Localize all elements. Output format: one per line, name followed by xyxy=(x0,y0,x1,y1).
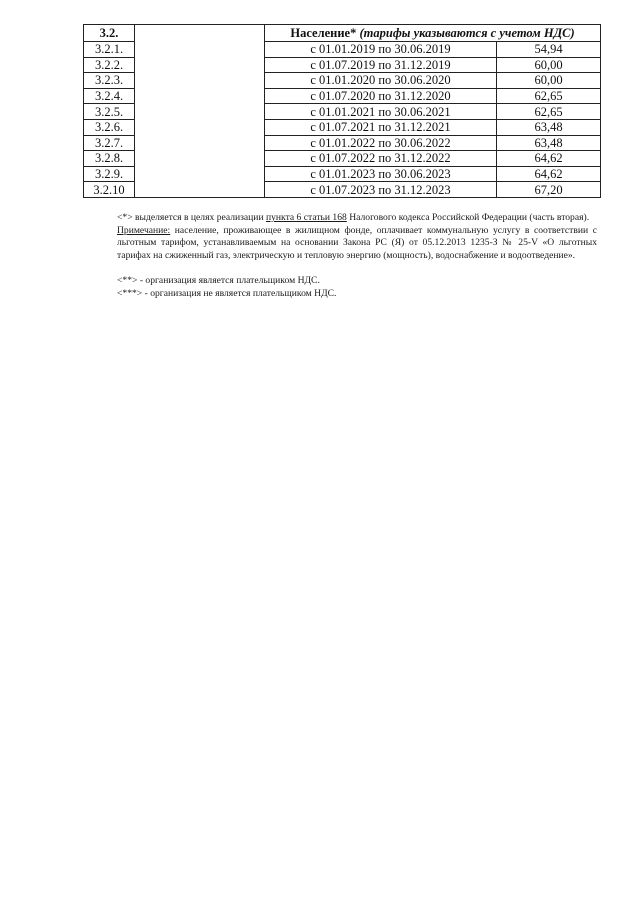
empty-cell xyxy=(135,25,265,198)
footnote-vat-allocation xyxy=(117,212,597,225)
row-number: 3.2.6. xyxy=(84,119,135,135)
section-title xyxy=(265,25,601,42)
row-tariff-value: 54,94 xyxy=(497,42,601,58)
row-tariff-value: 60,00 xyxy=(497,73,601,89)
row-tariff-value: 67,20 xyxy=(497,182,601,198)
row-tariff-value: 62,65 xyxy=(497,88,601,104)
section-title-label: Население* xyxy=(290,26,357,40)
row-tariff-value: 64,62 xyxy=(497,151,601,167)
row-number: 3.2.5. xyxy=(84,104,135,120)
row-number: 3.2.4. xyxy=(84,88,135,104)
row-tariff-value: 62,65 xyxy=(497,104,601,120)
row-number: 3.2.7. xyxy=(84,135,135,151)
footnote-text: выделяется в целях реализации xyxy=(132,212,266,223)
table-header-row xyxy=(84,25,601,42)
row-period: с 01.07.2022 по 31.12.2022 xyxy=(265,151,497,167)
tariff-table xyxy=(83,24,601,198)
footnote-marker: <*> xyxy=(117,212,133,223)
row-period: с 01.07.2019 по 31.12.2019 xyxy=(265,57,497,73)
row-period: с 01.01.2019 по 30.06.2019 xyxy=(265,42,497,58)
row-tariff-value: 63,48 xyxy=(497,135,601,151)
row-tariff-value: 60,00 xyxy=(497,57,601,73)
row-number: 3.2.1. xyxy=(84,42,135,58)
notes-block xyxy=(117,212,597,300)
remark-paragraph xyxy=(117,225,597,263)
row-period: с 01.01.2022 по 30.06.2022 xyxy=(265,135,497,151)
footnote-text-end: Налогового кодекса Российской Федерации (часть вторая). xyxy=(346,212,590,223)
section-title-note: (тарифы указываются с учетом НДС) xyxy=(359,26,575,40)
row-period: с 01.01.2021 по 30.06.2021 xyxy=(265,104,497,120)
remark-label: Примечание: xyxy=(117,224,171,236)
row-period: с 01.01.2023 по 30.06.2023 xyxy=(265,166,497,182)
footnote-not-vat-payer: <***> - организация не является плательщиком НДС. xyxy=(117,287,337,299)
row-number: 3.2.3. xyxy=(84,73,135,89)
row-period: с 01.07.2020 по 31.12.2020 xyxy=(265,88,497,104)
remark-text: население, проживающее в жилищном фонде, оплачивает коммунальную услугу в соответствии с льготным тарифом, устанавливаемым на основании Закона РС (Я) от 05.12.2013 1235-З № 25-V «О льготных тарифах на сжиженный газ, электрическую и тепловую энергию (мощность), водоснабжение и водоотведение». xyxy=(117,224,597,261)
row-number: 3.2.2. xyxy=(84,57,135,73)
row-period: с 01.01.2020 по 30.06.2020 xyxy=(265,73,497,89)
section-number: 3.2. xyxy=(84,25,135,42)
row-number: 3.2.10 xyxy=(84,182,135,198)
row-number: 3.2.9. xyxy=(84,166,135,182)
row-number: 3.2.8. xyxy=(84,151,135,167)
footnote-vat-payer: <**> - организация является плательщиком НДС. xyxy=(117,275,320,286)
row-period: с 01.07.2021 по 31.12.2021 xyxy=(265,119,497,135)
row-tariff-value: 64,62 xyxy=(497,166,601,182)
row-period: с 01.07.2023 по 31.12.2023 xyxy=(265,182,497,198)
tax-code-reference: пункта 6 статьи 168 xyxy=(265,212,347,223)
row-tariff-value: 63,48 xyxy=(497,119,601,135)
